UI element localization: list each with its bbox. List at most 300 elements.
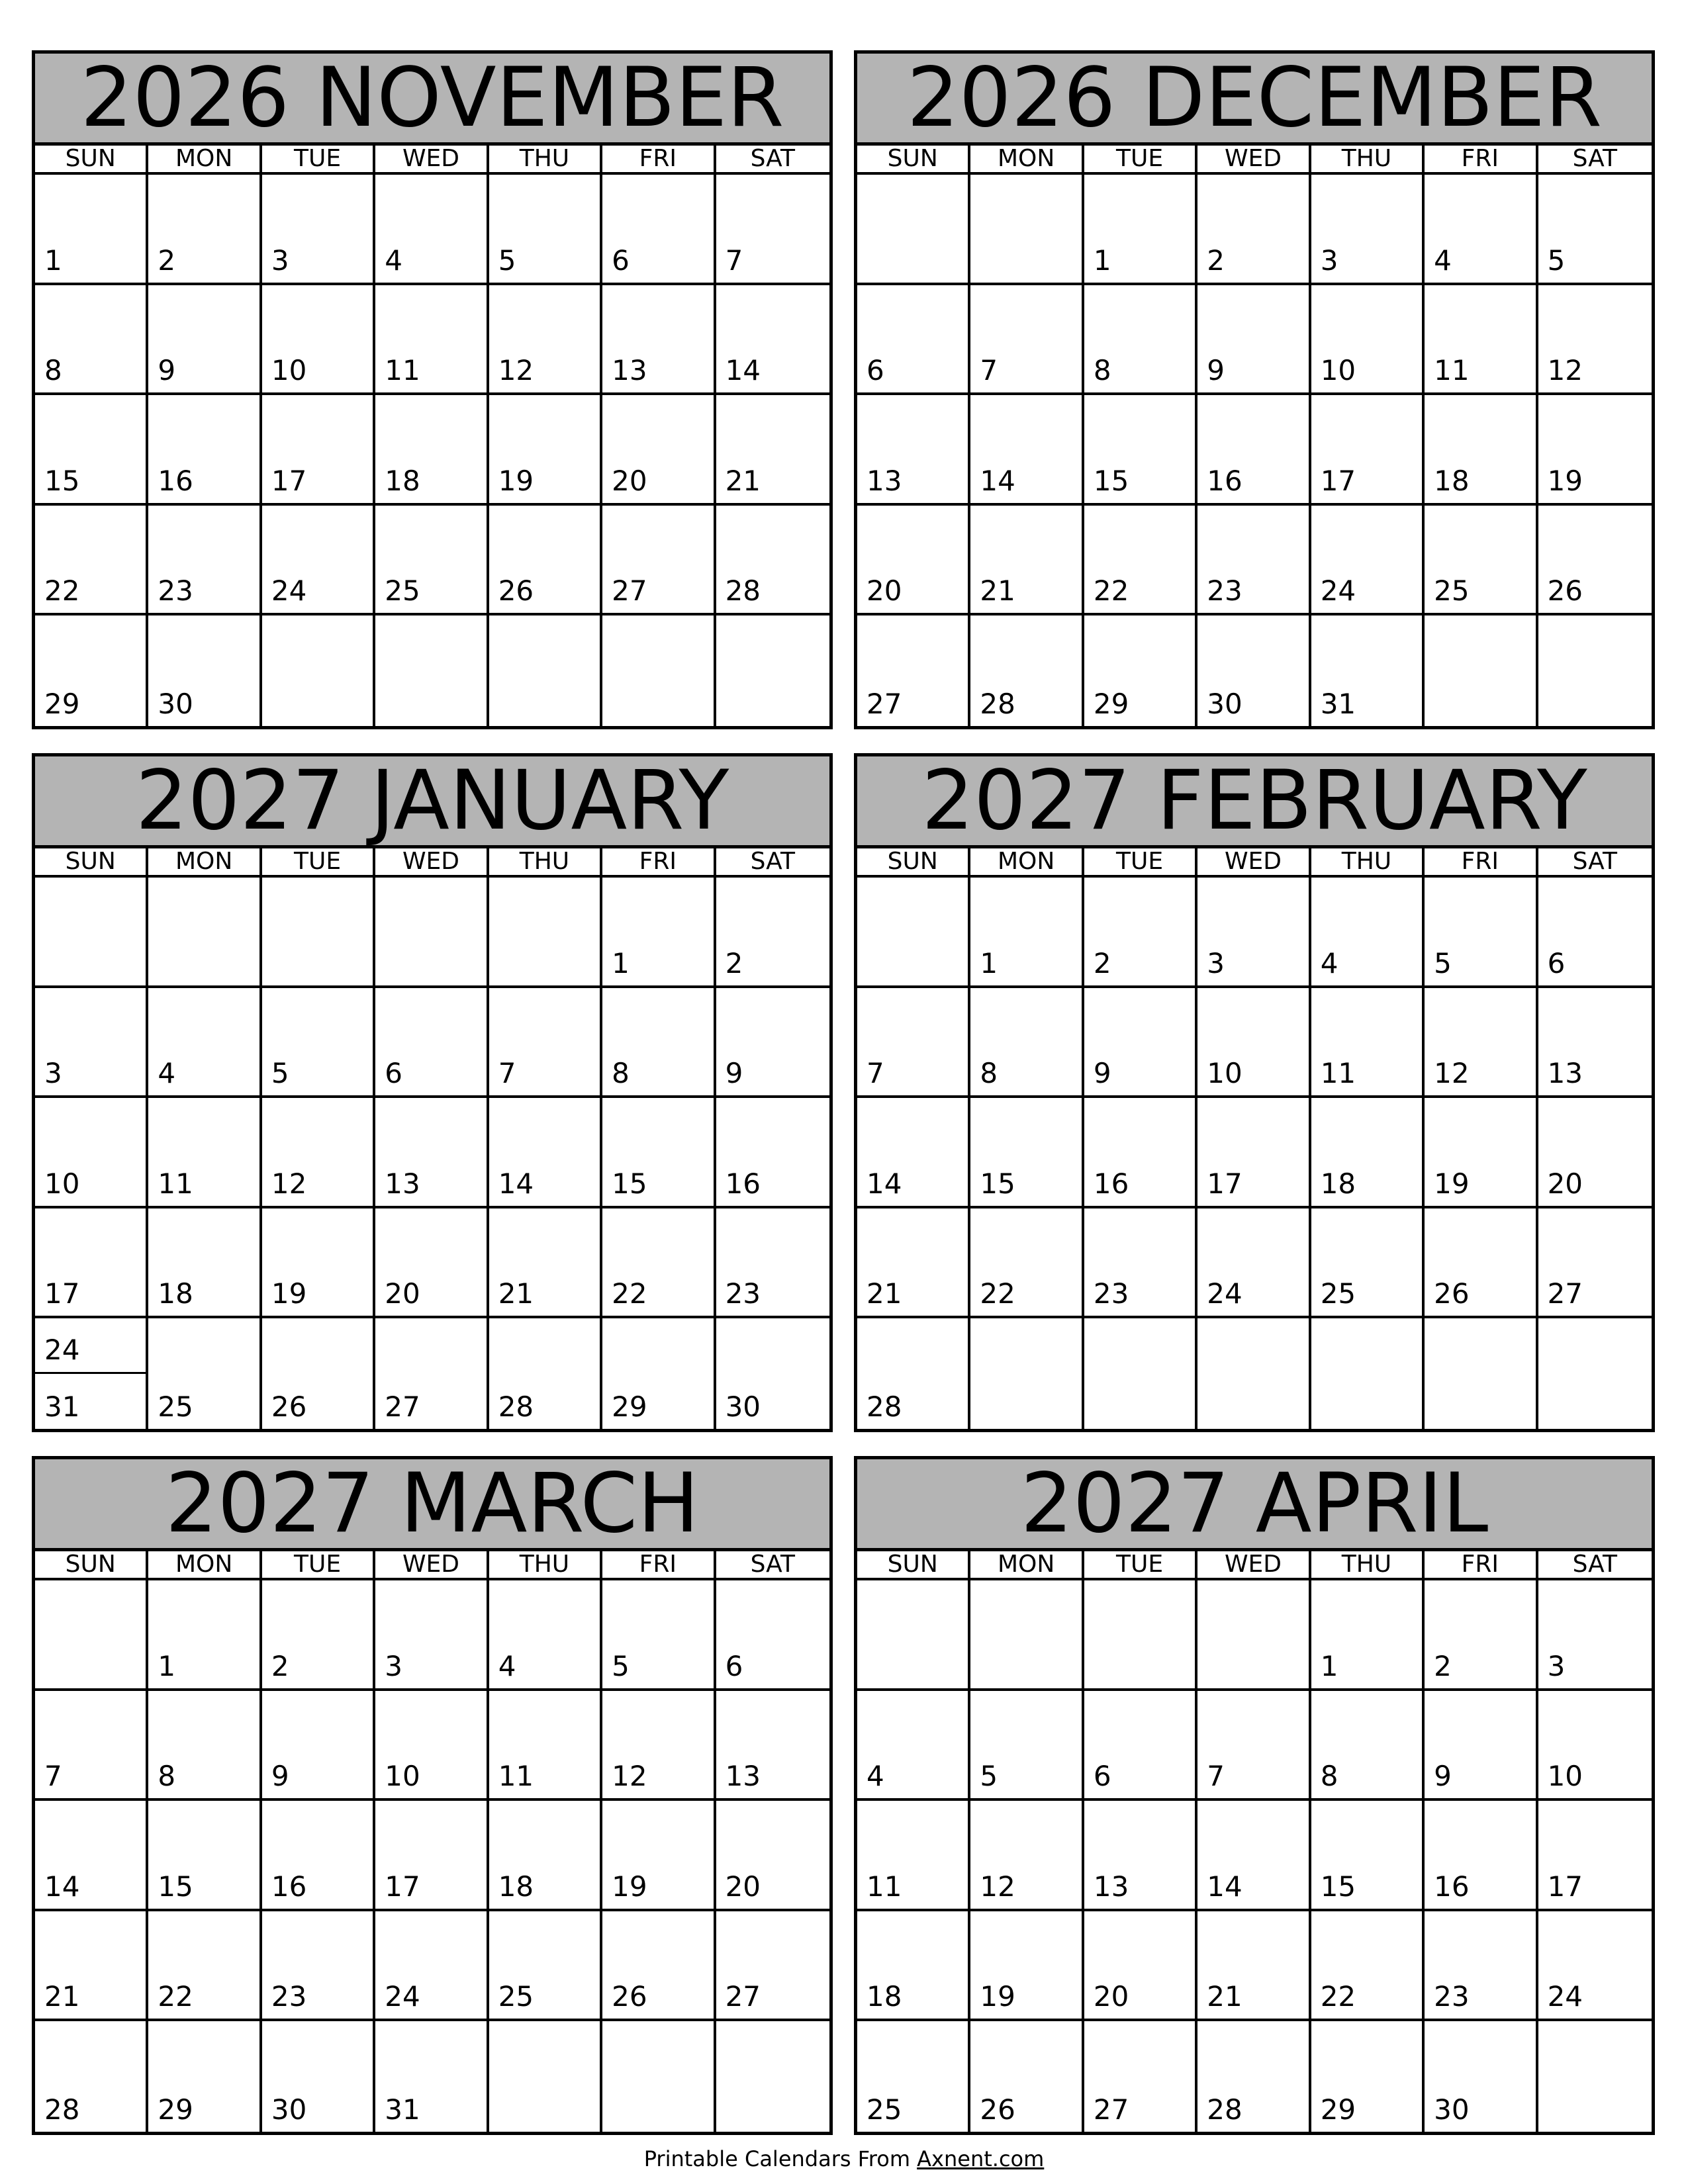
month-title: 2027 APRIL [857,1459,1652,1551]
day-number: 22 [1320,1980,1356,2013]
day-number: 9 [725,1057,743,1090]
day-number: 16 [725,1167,761,1200]
day-of-week-header: MON [970,1551,1084,1580]
day-number: 4 [498,1649,516,1682]
day-cell [35,1580,148,1691]
day-of-week-header: THU [1311,848,1425,878]
day-number: 25 [867,2093,902,2126]
day-number: 4 [158,1057,176,1090]
day-number: 17 [1547,1870,1583,1903]
day-cell [262,615,375,726]
day-cell [1197,2021,1311,2132]
day-cell [35,506,148,616]
day-cell [1311,1801,1425,1911]
day-number: 22 [1093,574,1129,608]
day-cell [716,988,829,1099]
day-cell [716,1318,829,1429]
day-number: 17 [385,1870,420,1903]
day-number: 6 [1547,946,1566,979]
day-number: 12 [1434,1057,1470,1090]
day-of-week-header: MON [148,146,261,175]
day-number: 13 [867,464,902,497]
day-number: 3 [271,244,289,277]
day-cell [857,1318,970,1429]
day-cell [148,1580,261,1691]
day-number: 23 [1434,1980,1470,2013]
day-number: 31 [1320,688,1356,720]
day-cell [1311,988,1425,1099]
day-cell [1197,1318,1311,1429]
day-number: 12 [271,1167,307,1200]
day-cell [1425,1691,1538,1801]
day-cell [1538,615,1652,726]
day-cell [857,1911,970,2022]
day-number: 16 [1207,464,1243,497]
day-of-week-header: FRI [1425,1551,1538,1580]
day-cell [1084,395,1197,506]
month-grid [857,848,1652,1429]
day-number: 14 [867,1167,902,1200]
day-number: 17 [1320,464,1356,497]
day-cell [970,1580,1084,1691]
day-cell [1538,1098,1652,1208]
day-of-week-header: SAT [716,1551,829,1580]
day-cell [148,988,261,1099]
day-cell [35,1801,148,1911]
day-number: 14 [725,354,761,387]
day-of-week-header: SUN [35,848,148,878]
day-cell [716,1208,829,1319]
day-cell [148,1098,261,1208]
day-cell [716,1580,829,1691]
day-number: 23 [1207,574,1243,608]
day-cell [375,1801,489,1911]
day-cell [1538,1208,1652,1319]
day-cell [716,1098,829,1208]
day-number: 6 [612,244,630,277]
day-number: 15 [158,1870,193,1903]
day-cell [375,1911,489,2022]
day-cell [970,285,1084,396]
day-number: 25 [1320,1277,1356,1310]
day-cell [35,1911,148,2022]
day-number: 3 [1207,946,1225,979]
day-number: 25 [1434,574,1470,608]
day-cell [148,175,261,285]
day-of-week-header: FRI [1425,848,1538,878]
day-number: 21 [1207,1980,1243,2013]
day-of-week-header: SAT [716,146,829,175]
day-number: 24 [1320,574,1356,608]
day-cell [602,1691,716,1801]
day-cell [716,878,829,988]
day-cell [35,1318,148,1429]
day-number: 24 [1547,1980,1583,2013]
day-cell [1084,1580,1197,1691]
day-cell [602,395,716,506]
day-cell [35,175,148,285]
day-cell [1425,506,1538,616]
day-number: 4 [867,1760,884,1793]
day-cell [1425,175,1538,285]
day-cell [1084,1691,1197,1801]
day-of-week-header: THU [489,848,602,878]
day-cell [857,506,970,616]
day-number: 15 [44,464,80,497]
day-cell [602,2021,716,2132]
day-number: 25 [498,1980,534,2013]
day-cell [857,988,970,1099]
day-cell [602,615,716,726]
day-cell [375,1691,489,1801]
day-cell [1197,395,1311,506]
day-number: 22 [980,1277,1015,1310]
day-number: 2 [1093,946,1111,979]
day-number: 13 [385,1167,420,1200]
day-cell [148,285,261,396]
day-cell [35,988,148,1099]
day-cell [148,615,261,726]
day-cell [489,2021,602,2132]
day-number: 19 [498,464,534,497]
day-cell [262,285,375,396]
day-number: 18 [498,1870,534,1903]
day-cell [375,175,489,285]
day-cell [602,988,716,1099]
day-cell [375,1580,489,1691]
day-cell [970,1691,1084,1801]
month-grid [857,1551,1652,2132]
day-cell [1311,1691,1425,1801]
day-cell [35,285,148,396]
day-cell [1425,988,1538,1099]
day-cell [1538,988,1652,1099]
day-cell [375,395,489,506]
day-cell [1425,1098,1538,1208]
month-calendar [32,753,833,1432]
day-number: 27 [867,688,902,720]
day-number: 31 [385,2093,420,2126]
day-cell [1425,285,1538,396]
day-number: 7 [867,1057,884,1090]
day-number: 11 [867,1870,902,1903]
day-cell [1197,615,1311,726]
day-of-week-header: FRI [602,146,716,175]
day-cell [857,1098,970,1208]
day-number: 25 [385,574,420,608]
day-number: 5 [980,1760,998,1793]
day-number: 19 [271,1277,307,1310]
day-cell [489,1691,602,1801]
day-number: 9 [158,354,176,387]
day-cell [262,395,375,506]
day-of-week-header: TUE [262,848,375,878]
day-number: 15 [612,1167,647,1200]
day-number: 30 [158,688,193,720]
day-number: 24 [1207,1277,1243,1310]
month-calendar [854,1456,1655,2135]
day-cell [262,506,375,616]
day-cell [602,1318,716,1429]
day-number: 12 [1547,354,1583,387]
day-number: 5 [271,1057,289,1090]
day-cell [970,506,1084,616]
day-number: 30 [1434,2093,1470,2126]
day-number: 23 [1093,1277,1129,1310]
day-cell [262,1911,375,2022]
day-cell [716,1691,829,1801]
day-cell [262,2021,375,2132]
day-number: 27 [725,1980,761,2013]
day-of-week-header: THU [489,146,602,175]
day-cell [602,1208,716,1319]
day-number: 6 [385,1057,403,1090]
day-cell [970,1911,1084,2022]
day-cell [857,1208,970,1319]
day-cell [1311,285,1425,396]
day-number: 27 [1547,1277,1583,1310]
day-number: 29 [1320,2093,1356,2126]
day-cell [716,506,829,616]
day-of-week-header: SAT [1538,146,1652,175]
month-calendar [854,50,1655,729]
day-cell [1425,1801,1538,1911]
day-cell [148,878,261,988]
day-number: 21 [44,1980,80,2013]
day-cell [262,1098,375,1208]
day-of-week-header: WED [375,146,489,175]
day-number: 1 [612,946,630,979]
day-of-week-header: MON [148,1551,261,1580]
day-number: 12 [498,354,534,387]
day-cell [602,1801,716,1911]
day-number: 13 [1093,1870,1129,1903]
day-cell [262,1318,375,1429]
day-number: 20 [1547,1167,1583,1200]
day-cell [1197,1801,1311,1911]
day-cell [1311,395,1425,506]
day-cell [1311,506,1425,616]
day-number: 11 [1320,1057,1356,1090]
day-cell [35,1098,148,1208]
day-number: 28 [980,688,1015,720]
day-cell [375,1208,489,1319]
day-cell [375,1318,489,1429]
day-cell [1197,1691,1311,1801]
day-number: 28 [498,1390,534,1423]
day-number: 8 [612,1057,630,1090]
day-cell [970,615,1084,726]
day-number: 12 [612,1760,647,1793]
day-number: 18 [385,464,420,497]
day-cell [1425,615,1538,726]
month-title: 2027 MARCH [35,1459,829,1551]
month-calendar [32,50,833,729]
day-of-week-header: WED [1197,1551,1311,1580]
day-number: 21 [498,1277,534,1310]
day-cell [1197,1208,1311,1319]
day-cell [857,1691,970,1801]
day-number: 31 [44,1390,80,1423]
day-number: 14 [1207,1870,1243,1903]
day-of-week-header: SAT [1538,848,1652,878]
month-title: 2026 NOVEMBER [35,54,829,146]
day-number: 19 [980,1980,1015,2013]
day-number: 22 [158,1980,193,2013]
day-number: 7 [44,1760,62,1793]
day-number: 20 [725,1870,761,1903]
day-number: 20 [612,464,647,497]
day-cell [1538,2021,1652,2132]
day-cell [1538,395,1652,506]
day-cell [262,1691,375,1801]
day-number: 2 [1434,1649,1452,1682]
day-number: 18 [1434,464,1470,497]
day-cell [262,988,375,1099]
day-of-week-header: TUE [1084,146,1197,175]
day-cell [489,175,602,285]
day-number: 3 [44,1057,62,1090]
day-cell [148,1911,261,2022]
day-cell [148,2021,261,2132]
day-number: 10 [271,354,307,387]
day-number: 1 [980,946,998,979]
day-of-week-header: THU [1311,146,1425,175]
day-number: 17 [271,464,307,497]
day-cell [602,878,716,988]
day-number: 11 [498,1760,534,1793]
day-cell [1425,878,1538,988]
day-cell [857,1801,970,1911]
day-cell [1084,506,1197,616]
day-cell [1084,615,1197,726]
day-cell [1425,1580,1538,1691]
month-grid [35,848,829,1429]
day-cell [716,395,829,506]
day-cell [1084,1911,1197,2022]
day-number: 1 [158,1649,176,1682]
day-cell [148,506,261,616]
day-number: 15 [1093,464,1129,497]
day-cell [1538,1691,1652,1801]
day-number: 20 [1093,1980,1129,2013]
day-cell [1084,175,1197,285]
day-number: 3 [1320,244,1338,277]
day-cell [375,506,489,616]
day-cell [970,1801,1084,1911]
day-cell [716,1801,829,1911]
day-number: 17 [1207,1167,1243,1200]
day-cell-upper [35,1318,146,1373]
day-of-week-header: SAT [716,848,829,878]
day-cell [262,1801,375,1911]
day-of-week-header: WED [375,1551,489,1580]
day-number: 2 [1207,244,1225,277]
day-number: 27 [1093,2093,1129,2126]
day-of-week-header: SUN [857,146,970,175]
day-number: 22 [44,574,80,608]
day-of-week-header: TUE [1084,848,1197,878]
day-cell [716,2021,829,2132]
day-number: 30 [725,1390,761,1423]
day-number: 19 [1547,464,1583,497]
day-number: 6 [867,354,884,387]
day-cell-lower [35,1374,146,1429]
day-cell [1311,1911,1425,2022]
day-of-week-header: TUE [1084,1551,1197,1580]
footer [0,2148,1688,2169]
day-cell [1538,878,1652,988]
day-cell [35,2021,148,2132]
day-cell [1538,1580,1652,1691]
day-number: 11 [385,354,420,387]
day-number: 4 [1434,244,1452,277]
day-number: 9 [271,1760,289,1793]
day-cell [1084,878,1197,988]
day-cell [1311,1318,1425,1429]
month-title: 2026 DECEMBER [857,54,1652,146]
day-cell [1311,878,1425,988]
day-number: 16 [158,464,193,497]
day-of-week-header: WED [1197,848,1311,878]
day-cell [970,1098,1084,1208]
day-number: 9 [1093,1057,1111,1090]
day-number: 26 [612,1980,647,2013]
day-number: 5 [612,1649,630,1682]
day-number: 12 [980,1870,1015,1903]
day-number: 14 [44,1870,80,1903]
day-cell [602,1911,716,2022]
day-cell [857,285,970,396]
day-number: 23 [158,574,193,608]
day-of-week-header: FRI [602,848,716,878]
day-number: 16 [1434,1870,1470,1903]
day-cell [1084,2021,1197,2132]
day-number: 18 [158,1277,193,1310]
day-number: 5 [1547,244,1566,277]
day-number: 20 [867,574,902,608]
day-cell [602,285,716,396]
day-number: 10 [44,1167,80,1200]
day-of-week-header: SUN [857,848,970,878]
day-number: 17 [44,1277,80,1310]
day-cell [1538,1318,1652,1429]
day-cell [1084,1318,1197,1429]
day-of-week-header: WED [1197,146,1311,175]
month-calendar [32,1456,833,2135]
footer-link[interactable]: Axnent.com [917,2146,1045,2171]
day-cell [1197,285,1311,396]
day-cell [1197,1098,1311,1208]
day-cell [375,988,489,1099]
day-cell [1311,615,1425,726]
day-number: 15 [980,1167,1015,1200]
day-number: 21 [980,574,1015,608]
day-number: 28 [725,574,761,608]
day-cell [35,615,148,726]
day-number: 3 [385,1649,403,1682]
day-cell [1538,285,1652,396]
day-of-week-header: SUN [857,1551,970,1580]
day-number: 14 [498,1167,534,1200]
day-number: 29 [44,688,80,720]
day-number: 15 [1320,1870,1356,1903]
day-cell [857,2021,970,2132]
day-cell [35,1691,148,1801]
day-number: 16 [1093,1167,1129,1200]
day-cell [262,878,375,988]
day-number: 27 [612,574,647,608]
